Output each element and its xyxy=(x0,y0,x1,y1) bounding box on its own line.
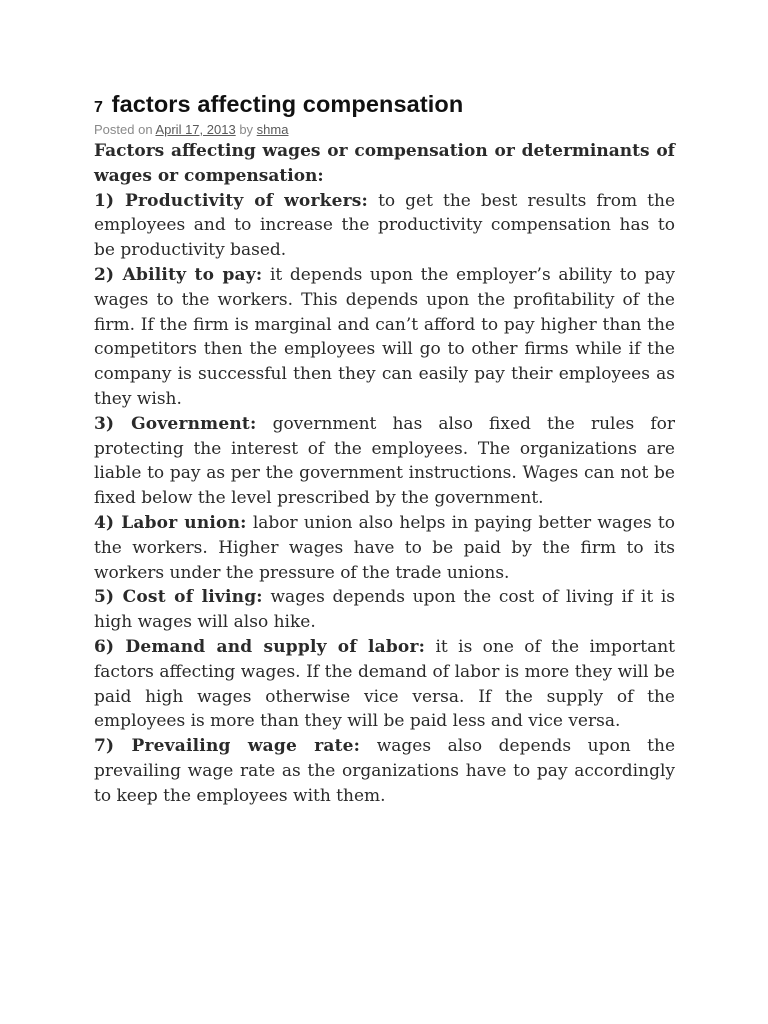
factor-heading: 7) Prevailing wage rate: xyxy=(94,736,361,757)
post-date-link[interactable]: April 17, 2013 xyxy=(155,122,236,137)
factor-item xyxy=(94,734,675,808)
factor-item xyxy=(94,412,675,511)
factor-heading: 3) Government: xyxy=(94,413,257,434)
factor-text: labor union also helps in paying better wages to the workers. Higher wages have to be paid by the firm to its workers under the pressure of the trade unions. xyxy=(94,512,675,583)
factor-heading: 6) Demand and supply of labor: xyxy=(94,636,426,657)
factor-heading: 1) Productivity of workers: xyxy=(94,190,368,211)
title-text: factors affecting compensation xyxy=(111,91,464,117)
intro-heading: Factors affecting wages or compensation or determinants of wages or compensation: xyxy=(94,141,675,186)
factor-text: wages also depends upon the prevailing wage rate as the organizations have to pay accordingly to keep the employees with them. xyxy=(94,736,676,806)
factor-item xyxy=(94,263,675,412)
title-number: 7 xyxy=(94,99,103,116)
factor-heading: 4) Labor union: xyxy=(94,512,247,533)
author-link[interactable]: shma xyxy=(256,122,289,137)
factor-text: to get the best results from the employees and to increase the productivity compensation has to be productivity based. xyxy=(94,190,676,261)
factor-text: wages depends upon the cost of living if it is high wages will also hike. xyxy=(94,587,675,633)
posted-on-label: Posted on xyxy=(94,122,153,137)
factor-item xyxy=(94,585,675,635)
factor-item xyxy=(94,635,675,734)
article xyxy=(94,88,675,809)
factor-heading: 5) Cost of living: xyxy=(94,587,263,608)
factor-item xyxy=(94,511,675,585)
factor-item xyxy=(94,189,675,263)
factor-text: it is one of the important factors affecting wages. If the demand of labor is more they will be paid high wages otherwise vice versa. If the supply of the employees is more than they will be paid less and vice versa. xyxy=(94,636,675,732)
by-label: by xyxy=(239,122,254,137)
factor-heading: 2) Ability to pay: xyxy=(94,264,263,285)
factor-text: it depends upon the employer’s ability to pay wages to the workers. This depends upon the profitability of the firm. If the firm is marginal and can’t afford to pay higher than the competitors then the employees will go to other firms while if the company is successful then they can easily pay their employees as they wish. xyxy=(94,264,676,409)
article-body xyxy=(94,139,675,809)
article-title xyxy=(94,88,675,124)
factor-text: government has also fixed the rules for protecting the interest of the employees. The organizations are liable to pay as per the government instructions. Wages can not be fixed below the level prescribed by the government. xyxy=(94,413,675,509)
